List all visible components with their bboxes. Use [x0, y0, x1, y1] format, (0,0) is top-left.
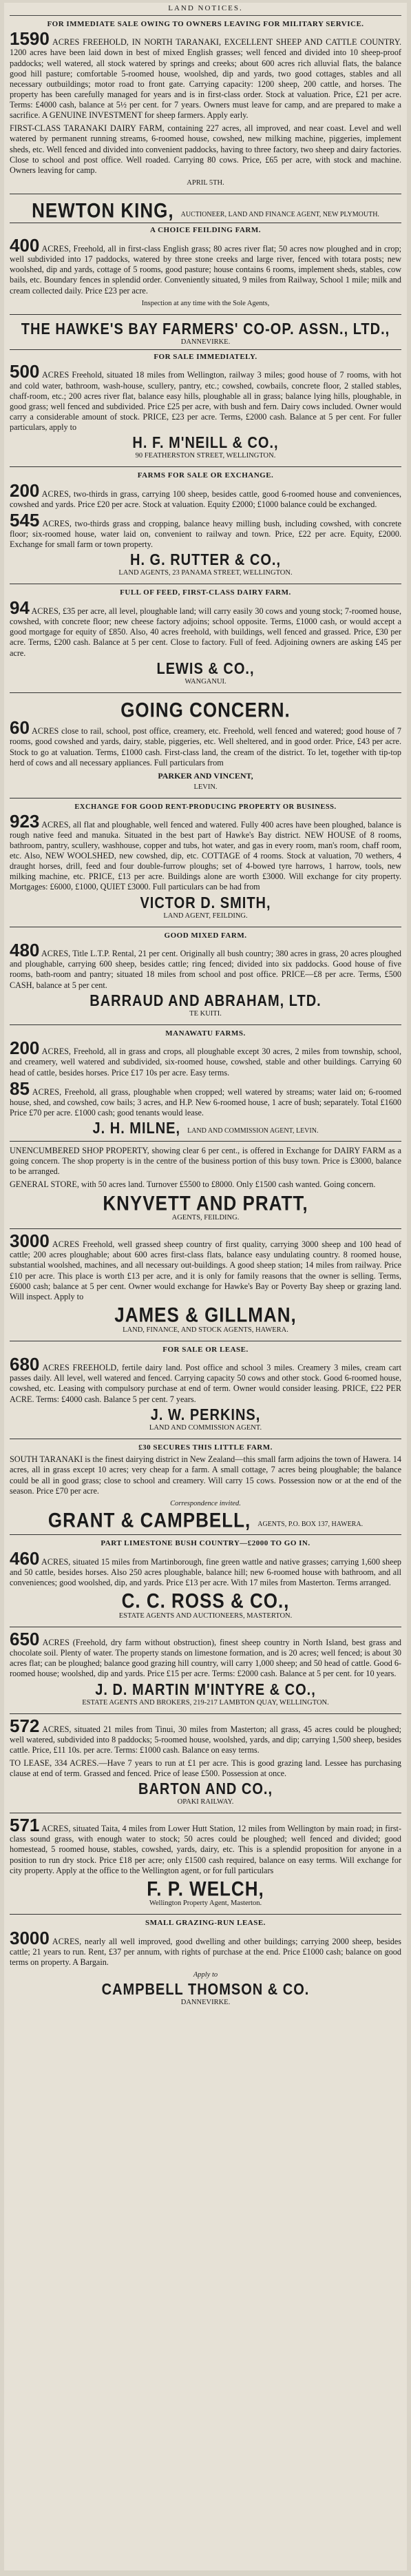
ad-heading: FOR IMMEDIATE SALE OWING TO OWNERS LEAVING FOR MILITARY SERVICE.	[47, 19, 364, 28]
acreage-figure: 680	[10, 1354, 40, 1375]
ad-text: ACRES, Title L.T.P. Rental, 21 per cent. Originally all bush country; 380 acres in grass, 20 acres ploughed and ploughable, carrying 600 sheep, besides cattle; ring fenced; divided into six paddocks. Good house of five rooms, bath-room and pantry; situated 18 miles from school and post office. PRICE—£8 per acre. Terms, £500 CASH, balance at 5 per cent.	[10, 949, 402, 990]
ad-campbell-thomson	[10, 1915, 401, 2013]
ad-heading: FULL OF FEED, FIRST-CLASS DAIRY FARM.	[120, 588, 291, 597]
ad-body: SOUTH TARANAKI is the finest dairying district in New Zealand—this small farm adjoins the town of Hawera. 14 acres, all in grass except 10 acres; very cheap for a farm. A small cottage, 7 acres being ploughable; the balance could be all in good grass; close to school and creamery. Will carry 15 cows. Possession now or at the end of the season. Price £70 per acre.	[10, 1454, 401, 1496]
ad-body	[10, 1930, 401, 1968]
ad-body	[10, 597, 401, 659]
ad-body	[10, 1817, 401, 1876]
firm-row	[10, 1121, 401, 1136]
ad-footer: Correspondence invited.	[170, 1499, 241, 1507]
ad-text: ACRES, situated Taita, 4 miles from Lower Hutt Station, 12 miles from Wellington by main road; in first-class sound grass, with enough water to stock; 50 acres could be ploughed; well fenced and divided; good homestead, 5 roomed house, stables, cowshed, yards, dairy, etc. This is a splendid proposition for anyone in a position to run dry stock. Price £18 per acre; only £1500 cash required, balance on easy terms. Will exchange for city property. Apply at the office to the Wellington agent, or for full particulars	[10, 1824, 402, 1875]
ad-body	[10, 717, 401, 768]
firm-name: VICTOR D. SMITH,	[140, 894, 271, 912]
ad-body	[10, 810, 401, 893]
firm-name: PARKER AND VINCENT,	[158, 770, 253, 781]
firm-name: F. P. WELCH,	[147, 1876, 264, 1901]
firm-address: LEVIN.	[193, 783, 218, 791]
ad-heading: PART LIMESTONE BUSH COUNTRY—£2000 TO GO IN.	[101, 1539, 310, 1548]
firm-name: H. G. RUTTER & CO.,	[130, 551, 281, 570]
acreage-figure: 650	[10, 1629, 40, 1650]
ad-heading: £30 SECURES THIS LITTLE FARM.	[138, 1443, 273, 1452]
firm-row	[10, 1507, 401, 1532]
acreage-figure: 200	[10, 1038, 40, 1059]
ad-text: ACRES (Freehold, dry farm without obstruction), finest sheep country in North Island, best grass and chocolate soil. Plenty of water. The property stands on limestone formation, and is 20 acres; well fenced; is about 30 acres flat; can be ploughed; balance good grazing hill country, will carry 1,000 sheep; and 50 head of cattle. Good 6-roomed house; woolshed, dip and yards. Price £15 per acre. Terms: £2000 cash. Balance at 5 per cent. for 10 years.	[10, 1638, 401, 1679]
ad-heading: A CHOICE FEILDING FARM.	[149, 226, 262, 235]
acreage-figure-second: 85	[10, 1078, 30, 1099]
ad-body-second: TO LEASE, 334 ACRES.—Have 7 years to run at £1 per acre. This is good grazing land. Lessee has purchasing clause at end of term. Grassed and fenced. Price of lease £500. Possession at once.	[10, 1758, 401, 1779]
ad-body	[10, 942, 401, 991]
ad-welch	[10, 1813, 401, 1915]
firm-name: J. H. MILNE,	[92, 1120, 181, 1137]
ad-body	[10, 480, 401, 510]
firm-address: ESTATE AGENTS AND AUCTIONEERS, MASTERTON.	[118, 1612, 293, 1620]
ad-heading: FOR SALE OR LEASE.	[162, 1345, 249, 1354]
ad-text-second: ACRES, two-thirds grass and cropping, balance heavy milling bush, including cowshed, with concrete floor; six-roomed house, water laid on, convenient to railway and town. Price, £22 per acre. Equity, £2000. Exchange for small farm or town property.	[10, 519, 401, 550]
acreage-figure: 1590	[10, 28, 50, 50]
firm-name: BARRAUD AND ABRAHAM, LTD.	[89, 992, 322, 1010]
ad-body	[10, 1230, 401, 1302]
ad-martin-mcintyre	[10, 1627, 401, 1714]
acreage-figure: 571	[10, 1815, 40, 1836]
firm-address: ESTATE AGENTS AND BROKERS, 219-217 LAMBTON QUAY, WELLINGTON.	[82, 1698, 329, 1707]
ad-body: GENERAL STORE, with 50 acres land. Turnover £5500 to £8000. Only £1500 cash wanted. Going concern.	[10, 1179, 376, 1190]
ad-text: ACRES close to rail, school, post office, creamery, etc. Freehold, well fenced and watered; good house of 7 rooms, good cowshed and yards, dairy, stable, piggeries, etc. Well sheltered, and in good order. Price, £43 per acre. Stock to go at valuation. Terms, £1000 cash. First-class land, the cream of the district. To let, together with tip-top herd of cows and all necessary appliances. Full particulars from	[10, 726, 401, 767]
divider	[10, 349, 401, 350]
newspaper-page	[4, 3, 407, 2570]
ad-body	[10, 28, 402, 121]
ad-text: ACRES, situated 21 miles from Tinui, 30 miles from Masterton; all grass, 45 acres could be ploughed; well watered, subdivided into 8 paddocks; 5-roomed house, woolshed, yards, and dip; carrying 1,500 sheep, besides cattle. Price, £11 10s. per acre. Terms: £1000 cash. Balance on easy terms.	[10, 1724, 401, 1755]
ad-victor-smith	[10, 798, 401, 927]
ad-text-second: ACRES, Freehold, all grass, ploughable when cropped; well watered by streams; water laid on; 6-roomed house, shed, and cowshed, cow bails; 3 acres, and H.P. New 6-roomed house, 1 acre of bush; separately. Total £1600 Price £70 per acre. £1000 cash; good tenants would lease.	[10, 1086, 401, 1117]
ad-body	[10, 1548, 401, 1588]
ad-body-second: FIRST-CLASS TARANAKI DAIRY FARM, containing 227 acres, all improved, and near coast. Level and well watered by permanent running streams, 6-roomed house, cowshed, new milking machine, piggeries, implement sheds, etc. Well fenced and divided into convenient paddocks, having to three factory, two sheep and dairy factories. Close to school and post office. Well roaded. Carrying 80 cows. Price, £65 per acre, with stock and machine. Owners leaving for camp.	[10, 123, 401, 175]
ad-text: ACRES, situated 15 miles from Martinborough, fine green wattle and native grasses; carrying 1,600 sheep and 50 cattle, besides horses. Also 250 acres ploughable, balance hill; new 6-roomed house with bathroom, and all conveniences; good woolshed, dip, and yards. Price £13 per acre. With 17 miles from Masterton. Terms arranged.	[10, 1557, 401, 1588]
ad-barton	[10, 1714, 401, 1814]
firm-name: THE HAWKE'S BAY FARMERS' CO-OP. ASSN., LTD.,	[21, 320, 390, 338]
firm-name: C. C. ROSS & CO.,	[121, 1589, 290, 1613]
ad-newton-king	[10, 194, 401, 315]
ad-text: ACRES FREEHOLD, IN NORTH TARANAKI, EXCELLENT SHEEP AND CATTLE COUNTRY. 1200 acres have been laid down in best of mixed English grasses; well fenced and divided into 10 sheep-proof paddocks; well watered, all stock watered by springs and creeks; about 600 acres rich alluvial flats, the balance good hill pasture; comfortable 5-roomed house, woolshed, dip and yards, two good cottages, stables and all necessary outbuildings; motor road to front gate. Carrying capacity: 1200 sheep, 200 cattle, and horses. The property has been carefully managed for years and is in first-class order. Stock at valuation. Price, £21 per acre. Terms: £4000 cash, balance at 5½ per cent. for 7 years. Owners must leave for camp, and are prepared to make a sacrifice. A GENUINE INVESTMENT for sheep farmers. Apply early.	[10, 37, 402, 121]
ad-rutter	[10, 467, 401, 584]
ad-text: ACRES, all flat and ploughable, well fenced and watered. Fully 400 acres have been ploughed, balance is rough native feed and manuka. Situated in the best part of Hawke's Bay district. NEW HOUSE of 8 rooms, bathroom, pantry, scullery, washhouse, copper and tubs, hot water, and gas in every room, man's room, chaff room, etc. Also, NEW WOOLSHED, new cowshed, dip, etc. COTTAGE of 4 rooms. Stock at valuation, 70 wethers, 4 draught horses, drill, feed and four double-furrow ploughs; set of 4-bowed tyre harrows, 1 harrow, tools, new milking machine, etc. PRICE, £13 per acre. Buildings alone are worth £3000. Will exchange for city property. Mortgages: £6000, £1000, QUIET £3000. Full particulars can be had from	[10, 819, 401, 892]
acreage-figure: 94	[10, 597, 30, 619]
ad-barraud	[10, 927, 401, 1025]
ad-heading: FOR SALE IMMEDIATELY.	[154, 352, 257, 361]
ad-military-sale	[10, 16, 401, 194]
ad-text: ACRES, Freehold, all in first-class English grass; 80 acres river flat; 50 acres now ploughed and in crop; well subdivided into 17 paddocks, watered by three stone creeks and large river, fenced with totara posts; new woolshed, dip and yards, cottage of 5 rooms, good pasture; house contains 6 rooms, implement sheds, stables, cow bails, etc. Boundary fences in splendid order. Conveniently situated, 9 miles from Railway, School 1 mile; milk and cream collected daily. Price £23 per acre.	[10, 244, 402, 296]
ad-grant-campbell	[10, 1439, 401, 1536]
section-masthead: LAND NOTICES.	[10, 3, 401, 16]
firm-address-second: 90 FEATHERSTON STREET, WELLINGTON.	[135, 452, 276, 460]
firm-name: J. W. PERKINS,	[150, 1406, 261, 1424]
ad-body	[10, 235, 402, 296]
ad-text: ACRES Freehold, well grassed sheep country of first quality, carrying 3000 sheep and 100 head of cattle; 200 acres ploughable; about 600 acres first-class flats, balance easy undulating country. 8 roomed house, substantial woolshed, machines, and all necessary out-buildings. A good sheep station; 14 miles from railway. Price £10 per acre. This place is worth £13 per acre, and it is only for family reasons that the owner is selling. Terms, £6000 cash; balance at 5 per cent. Owner would exchange for Hawke's Bay or Poverty Bay sheep or grazing land. Will inspect. Apply to	[10, 1239, 401, 1301]
firm-name: CAMPBELL THOMSON & CO.	[101, 1981, 310, 1999]
firm-name: NEWTON KING,	[32, 198, 174, 223]
acreage-figure-second: 545	[10, 510, 40, 531]
ad-perkins	[10, 1341, 401, 1439]
ad-text: ACRES, Freehold, all in grass and crops, all ploughable except 30 acres, 2 miles from township, school, and creamery, well watered and subdivided, six-roomed house, cowshed, stable and other buildings. Carrying 60 head of cattle, besides horses. Price £17 10s per acre. Easy terms.	[10, 1047, 401, 1078]
firm-address: WANGANUI.	[185, 677, 226, 686]
ad-body	[10, 1354, 402, 1405]
acreage-figure: 400	[10, 235, 40, 256]
firm-address: TE KUITI.	[189, 1009, 222, 1018]
ad-milne	[10, 1025, 401, 1142]
ad-heading: EXCHANGE FOR GOOD RENT-PRODUCING PROPERTY OR BUSINESS.	[74, 803, 337, 811]
ad-lead-paragraph: UNENCUMBERED SHOP PROPERTY, showing clear 6 per cent., is offered in Exchange for DAIRY FARM as a going concern. The shop property is in the centre of the business portion of this busy town. Price is £3000, balance to be arranged.	[10, 1146, 401, 1177]
firm-address: AGENTS, FEILDING.	[171, 1214, 240, 1222]
firm-address: Wellington Property Agent, Masterton.	[149, 1899, 262, 1908]
ad-text: ACRES Freehold, situated 18 miles from Wellington, railway 3 miles; good house of 7 rooms, with hot and cold water, bathroom, wash-house, scullery, pantry, etc.; cowshed, cowbails, concrete floor, 2 stalled stables, chaff-room, etc.; 200 acres river flat, balance easy hills, ploughable all in grass; balance lying hills, ploughable, in good grass; well fenced and subdivided. Price £25 per acre, with bush and fern. Dairy cows included. Owner would carry a considerable amount of stock. PRICE, £23 per acre. Terms, £2000 cash. Balance at 5 per cent. For fuller particulars, apply to	[10, 370, 402, 433]
firm-address: LAND AND COMMISSION AGENT.	[149, 1423, 262, 1432]
ad-heading: GOOD MIXED FARM.	[164, 931, 247, 940]
ad-text: ACRES, £35 per acre, all level, ploughable land; will carry easily 30 cows and young stock; 7-roomed house, cowshed, with concrete floor; new cheese factory adjoins; school opposite. Terms, £1000 cash, or would accept a good mortgage for equity of £850. Also, 40 acres freehold, with buildings, well fenced and grassed. Price, £30 per acre. Terms, £200 cash. Balance at 5 per cent. Close to factory. Full of feed. Adjoining owners are asking £45 per acre.	[10, 606, 401, 658]
firm-name: JAMES & GILLMAN,	[114, 1302, 297, 1327]
firm-address: LAND AGENTS, 23 PANAMA STREET, WELLINGTON.	[118, 569, 293, 577]
firm-name: BARTON AND CO.,	[138, 1780, 273, 1798]
acreage-figure: 3000	[10, 1928, 50, 1949]
firm-address: AGENTS, P.O. BOX 137, HAWERA.	[257, 1520, 363, 1528]
ad-body-second	[10, 510, 401, 550]
firm-address: LAND AGENT, FEILDING.	[163, 911, 248, 920]
ad-hawkes-bay	[10, 315, 401, 467]
ad-body-second	[10, 1078, 401, 1118]
firm-name: LEWIS & CO.,	[156, 660, 255, 678]
ad-ross	[10, 1535, 401, 1627]
acreage-figure: 500	[10, 361, 40, 382]
ad-footer: Inspection at any time with the Sole Agents,	[141, 299, 270, 307]
ad-going-concern	[10, 693, 401, 798]
firm-address: AUCTIONEER, LAND AND FINANCE AGENT, NEW PLYMOUTH.	[180, 210, 379, 218]
ad-lewis	[10, 584, 401, 692]
firm-address: DANNEVIRKE.	[180, 1999, 231, 2007]
acreage-figure: 923	[10, 810, 40, 832]
acreage-figure: 3000	[10, 1230, 50, 1252]
firm-address: DANNEVIRKE.	[180, 338, 231, 346]
ad-body	[10, 1715, 401, 1755]
firm-address: LAND, FINANCE, AND STOCK AGENTS, HAWERA.	[123, 1326, 288, 1334]
ad-heading: FARMS FOR SALE OR EXCHANGE.	[137, 471, 274, 480]
firm-name: J. D. MARTIN M'INTYRE & CO.,	[95, 1680, 316, 1699]
acreage-figure: 200	[10, 480, 40, 501]
ad-text: ACRES, nearly all well improved, good dwelling and other buildings; carrying 2000 sheep, besides cattle; 21 years to run. Rent, £37 per annum, with rights of purchase at the end. Price £1000 cash; balance on good terms on property. A Bargain.	[10, 1937, 401, 1968]
firm-name: GRANT & CAMPBELL,	[48, 1507, 251, 1532]
acreage-figure: 460	[10, 1548, 40, 1569]
acreage-figure: 572	[10, 1715, 40, 1736]
land-notices-column	[4, 3, 407, 2013]
firm-name: KNYVETT AND PRATT,	[103, 1191, 308, 1215]
firm-address: OPAKI RAILWAY.	[177, 1798, 234, 1806]
ad-text: ACRES, two-thirds in grass, carrying 100 sheep, besides cattle, good 6-roomed house and conveniences, cowshed and yards. Price £20 per acre. Stock at valuation. Equity £2000; £1000 balance could be exchanged.	[10, 488, 401, 509]
ad-footer: Apply to	[193, 1971, 218, 1979]
ad-body	[10, 1040, 401, 1078]
acreage-figure: 480	[10, 940, 40, 961]
ad-heading: MANAWATU FARMS.	[165, 1029, 246, 1038]
ad-james-gillman	[10, 1229, 401, 1341]
firm-name-second: H. F. M'NEILL & CO.,	[132, 434, 279, 452]
ad-date: APRIL 5TH.	[187, 178, 224, 187]
ad-body	[10, 1631, 401, 1680]
acreage-figure: 60	[10, 717, 30, 739]
ad-body	[10, 361, 402, 433]
firm-address: LAND AND COMMISSION AGENT, LEVIN.	[187, 1127, 319, 1135]
ad-text: ACRES FREEHOLD, fertile dairy land. Post office and school 3 miles. Creamery 3 miles, cream cart passes daily. All level, well watered and fenced. Carrying capacity 50 cows and other stock. Good 6-roomed house, cowshed, etc. Leasing with compulsory purchase at end of term. Owner would consider leasing. PRICE, £22 PER ACRE. Terms: £4000 cash. Balance 5 per cent. 7 years.	[10, 1363, 402, 1404]
ad-knyvett	[10, 1142, 401, 1229]
firm-row	[10, 198, 401, 223]
ad-title: GOING CONCERN.	[120, 697, 291, 721]
ad-heading: SMALL GRAZING-RUN LEASE.	[145, 1919, 266, 1928]
